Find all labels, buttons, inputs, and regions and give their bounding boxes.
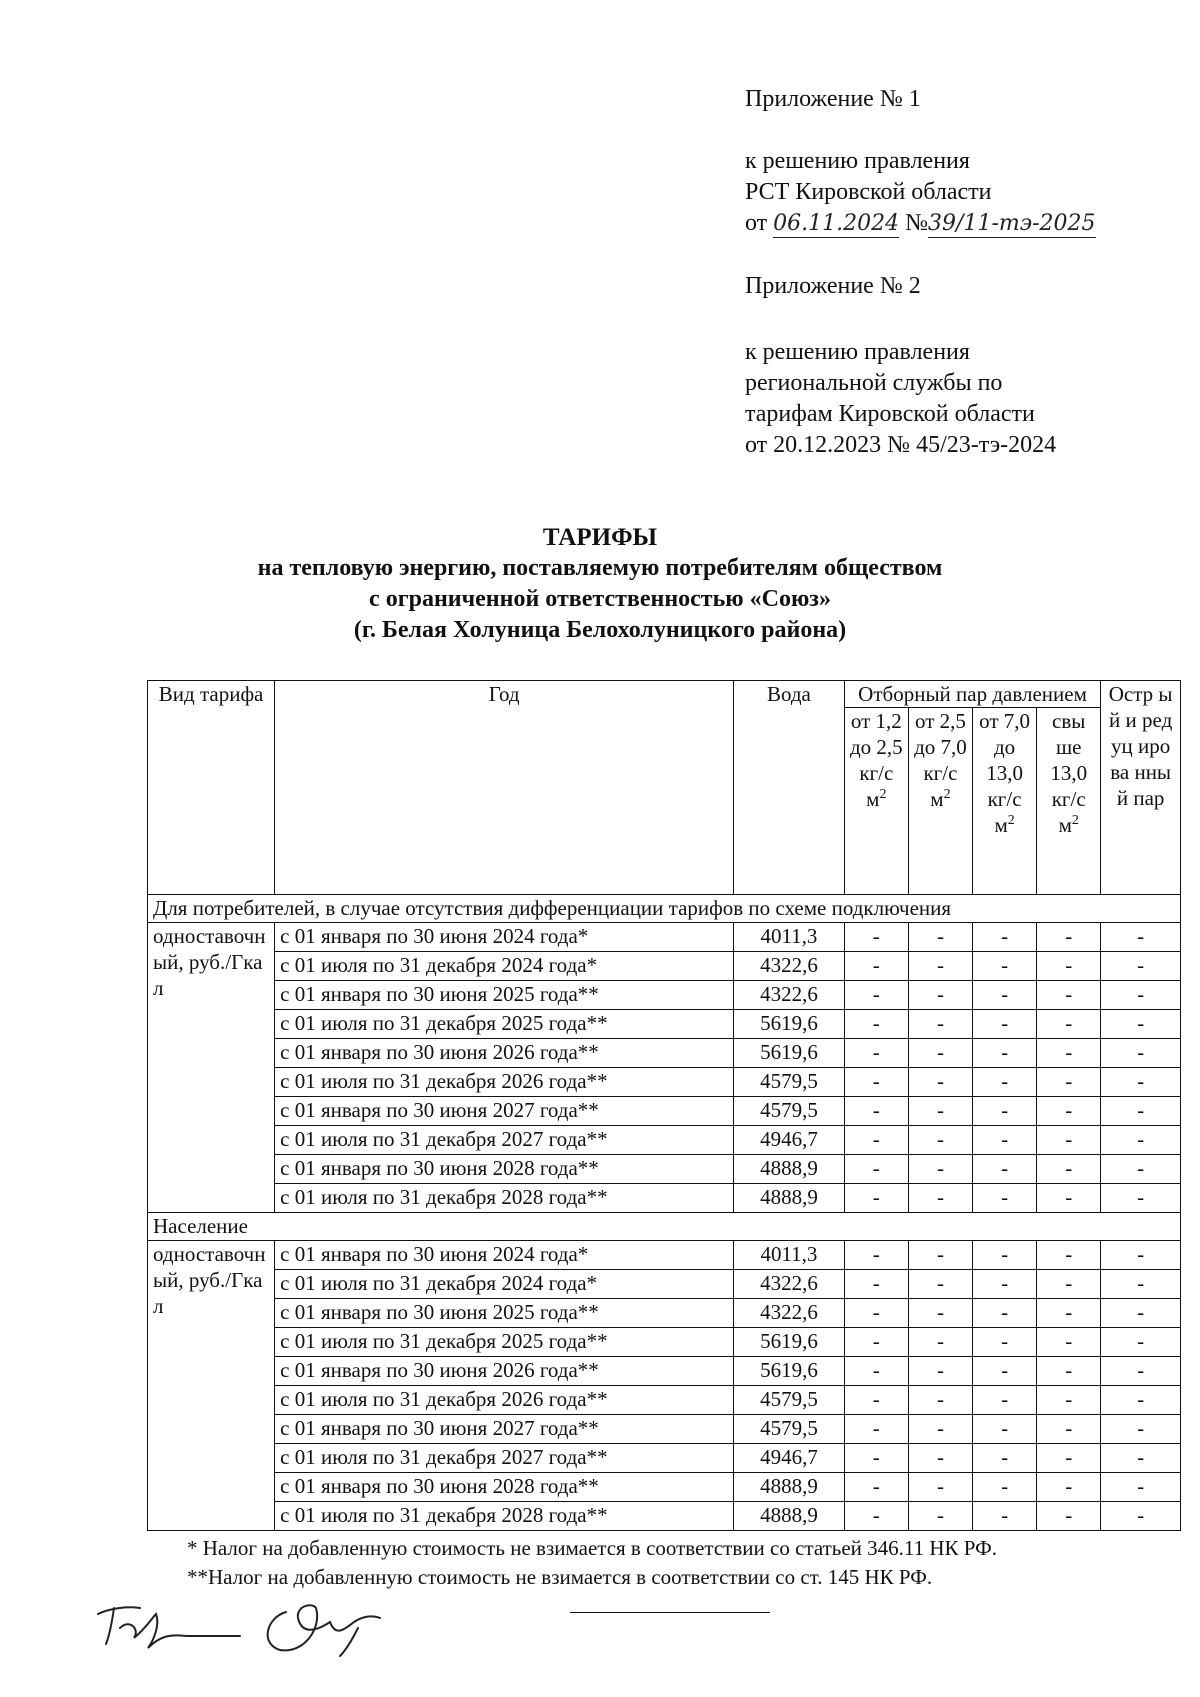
water-value-cell: 4322,6 — [734, 1299, 845, 1328]
steam-p3-cell: - — [973, 1386, 1037, 1415]
water-value-cell: 4011,3 — [734, 923, 845, 952]
period-cell: с 01 января по 30 июня 2026 года** — [275, 1357, 734, 1386]
water-value-cell: 4579,5 — [734, 1386, 845, 1415]
water-value-cell: 5619,6 — [734, 1010, 845, 1039]
steam-p4-cell: - — [1037, 1299, 1101, 1328]
appendix-1-title-text: Приложение № 1 — [745, 86, 921, 112]
appendix-1-line2: РСТ Кировской области — [745, 179, 992, 205]
water-value-cell: 4888,9 — [734, 1184, 845, 1213]
steam-last-cell: - — [1101, 1097, 1181, 1126]
water-value-cell: 4579,5 — [734, 1097, 845, 1126]
water-value-cell: 4888,9 — [734, 1155, 845, 1184]
water-value-cell: 4322,6 — [734, 981, 845, 1010]
steam-last-cell: - — [1101, 1328, 1181, 1357]
steam-last-cell: - — [1101, 1415, 1181, 1444]
table-row — [148, 1010, 1181, 1039]
water-value-cell: 4946,7 — [734, 1444, 845, 1473]
appendix-2-title — [745, 271, 921, 302]
steam-p4-cell: - — [1037, 1328, 1101, 1357]
water-value-cell: 4579,5 — [734, 1068, 845, 1097]
signature-line — [570, 1612, 770, 1613]
steam-p2-cell: - — [908, 1415, 972, 1444]
steam-p4-cell: - — [1037, 1444, 1101, 1473]
steam-p3-cell: - — [973, 1010, 1037, 1039]
header-pressure-1 — [844, 708, 908, 895]
period-cell: с 01 июля по 31 декабря 2026 года** — [275, 1068, 734, 1097]
section-title: Население — [148, 1213, 1181, 1241]
table-row — [148, 981, 1181, 1010]
steam-p3-cell: - — [973, 1328, 1037, 1357]
header-pressure-3-text: от 7,0 до 13,0 кг/с м — [979, 709, 1031, 837]
handwritten-signature — [90, 1588, 430, 1663]
water-value-cell: 4322,6 — [734, 952, 845, 981]
steam-last-cell: - — [1101, 1126, 1181, 1155]
steam-last-cell: - — [1101, 981, 1181, 1010]
steam-p1-cell: - — [844, 1155, 908, 1184]
steam-p4-cell: - — [1037, 1184, 1101, 1213]
steam-p4-cell: - — [1037, 1068, 1101, 1097]
appendix-2-line1: к решению правления — [745, 339, 970, 365]
steam-p3-cell: - — [973, 1473, 1037, 1502]
water-value-cell: 5619,6 — [734, 1039, 845, 1068]
period-cell: с 01 июля по 31 декабря 2026 года** — [275, 1386, 734, 1415]
water-value-cell: 4322,6 — [734, 1270, 845, 1299]
steam-p1-cell: - — [844, 1126, 908, 1155]
period-cell: с 01 января по 30 июня 2024 года* — [275, 923, 734, 952]
steam-p2-cell: - — [908, 1184, 972, 1213]
period-cell: с 01 января по 30 июня 2025 года** — [275, 1299, 734, 1328]
table-row — [148, 952, 1181, 981]
period-cell: с 01 января по 30 июня 2024 года* — [275, 1241, 734, 1270]
water-value-cell: 4888,9 — [734, 1502, 845, 1531]
steam-last-cell: - — [1101, 1241, 1181, 1270]
steam-last-cell: - — [1101, 1299, 1181, 1328]
steam-p1-cell: - — [844, 1097, 908, 1126]
steam-p4-cell: - — [1037, 981, 1101, 1010]
steam-p4-cell: - — [1037, 1126, 1101, 1155]
steam-p2-cell: - — [908, 1270, 972, 1299]
period-cell: с 01 января по 30 июня 2025 года** — [275, 981, 734, 1010]
steam-p3-cell: - — [973, 1126, 1037, 1155]
steam-p1-cell: - — [844, 1241, 908, 1270]
steam-p1-cell: - — [844, 981, 908, 1010]
steam-p2-cell: - — [908, 981, 972, 1010]
water-value-cell: 4579,5 — [734, 1415, 845, 1444]
steam-p1-cell: - — [844, 1010, 908, 1039]
appendix-1-title — [745, 84, 921, 115]
steam-p4-cell: - — [1037, 1097, 1101, 1126]
steam-p3-cell: - — [973, 1444, 1037, 1473]
appendix-1-date-line — [745, 208, 1096, 239]
table-row — [148, 1097, 1181, 1126]
steam-p3-cell: - — [973, 981, 1037, 1010]
steam-last-cell: - — [1101, 1039, 1181, 1068]
steam-p3-cell: - — [973, 1502, 1037, 1531]
steam-p1-cell: - — [844, 1299, 908, 1328]
header-year: Год — [275, 681, 734, 895]
period-cell: с 01 июля по 31 декабря 2028 года** — [275, 1502, 734, 1531]
appendix-2-title-text: Приложение № 2 — [745, 273, 921, 299]
steam-p2-cell: - — [908, 1010, 972, 1039]
steam-p2-cell: - — [908, 1444, 972, 1473]
steam-last-cell: - — [1101, 1444, 1181, 1473]
period-cell: с 01 июля по 31 декабря 2027 года** — [275, 1444, 734, 1473]
header-pressure-2 — [908, 708, 972, 895]
heading-line2: с ограниченной ответственностью «Союз» — [369, 586, 831, 612]
water-value-cell: 5619,6 — [734, 1328, 845, 1357]
period-cell: с 01 января по 30 июня 2026 года** — [275, 1039, 734, 1068]
steam-p1-cell: - — [844, 1386, 908, 1415]
signature-graphic — [90, 1588, 430, 1658]
steam-p4-cell: - — [1037, 923, 1101, 952]
steam-p3-cell: - — [973, 1155, 1037, 1184]
steam-last-cell: - — [1101, 1155, 1181, 1184]
table-row — [148, 1299, 1181, 1328]
steam-p2-cell: - — [908, 923, 972, 952]
heading-line3: (г. Белая Холуница Белохолуницкого района) — [353, 617, 847, 643]
steam-p1-cell: - — [844, 1068, 908, 1097]
steam-p4-cell: - — [1037, 952, 1101, 981]
steam-p4-cell: - — [1037, 1010, 1101, 1039]
steam-last-cell: - — [1101, 1184, 1181, 1213]
steam-p3-cell: - — [973, 952, 1037, 981]
appendix-2-details — [745, 337, 1056, 461]
water-value-cell: 4011,3 — [734, 1241, 845, 1270]
steam-p1-cell: - — [844, 1039, 908, 1068]
period-cell: с 01 июля по 31 декабря 2027 года** — [275, 1126, 734, 1155]
header-steam-group: Отборный пар давлением — [844, 681, 1101, 708]
steam-p3-cell: - — [973, 1270, 1037, 1299]
header-sharp-steam: Остр ый и редуц ирова нный пар — [1101, 681, 1181, 895]
steam-p3-cell: - — [973, 1068, 1037, 1097]
table-row — [148, 1502, 1181, 1531]
steam-p2-cell: - — [908, 1473, 972, 1502]
steam-p3-cell: - — [973, 1039, 1037, 1068]
steam-p2-cell: - — [908, 1155, 972, 1184]
header-pressure-2-exp: 2 — [943, 787, 951, 802]
steam-last-cell: - — [1101, 1010, 1181, 1039]
period-cell: с 01 июля по 31 декабря 2025 года** — [275, 1010, 734, 1039]
section-row — [148, 1213, 1181, 1241]
tariff-type-cell: одноставочный, руб./Гкал — [148, 923, 275, 1213]
table-row — [148, 1270, 1181, 1299]
steam-p2-cell: - — [908, 1068, 972, 1097]
steam-p4-cell: - — [1037, 1502, 1101, 1531]
period-cell: с 01 января по 30 июня 2027 года** — [275, 1097, 734, 1126]
steam-p1-cell: - — [844, 1270, 908, 1299]
steam-p4-cell: - — [1037, 1241, 1101, 1270]
header-pressure-4-exp: 2 — [1071, 813, 1079, 828]
water-value-cell: 4888,9 — [734, 1473, 845, 1502]
period-cell: с 01 июля по 31 декабря 2025 года** — [275, 1328, 734, 1357]
appendix-1-date-handwritten: 06.11.2024 — [773, 211, 900, 236]
footnotes — [187, 1534, 997, 1592]
steam-p3-cell: - — [973, 923, 1037, 952]
steam-p3-cell: - — [973, 1097, 1037, 1126]
steam-p4-cell: - — [1037, 1039, 1101, 1068]
document-title: ТАРИФЫ — [542, 524, 658, 551]
steam-p3-cell: - — [973, 1415, 1037, 1444]
table-row — [148, 1155, 1181, 1184]
steam-p1-cell: - — [844, 1473, 908, 1502]
appendix-1-date-prefix: от — [745, 210, 768, 236]
header-pressure-3-exp: 2 — [1007, 813, 1015, 828]
steam-p4-cell: - — [1037, 1473, 1101, 1502]
steam-p4-cell: - — [1037, 1155, 1101, 1184]
steam-p1-cell: - — [844, 923, 908, 952]
steam-last-cell: - — [1101, 1386, 1181, 1415]
header-row — [148, 681, 1181, 708]
steam-p1-cell: - — [844, 1328, 908, 1357]
water-value-cell: 5619,6 — [734, 1357, 845, 1386]
table-row — [148, 1184, 1181, 1213]
steam-p3-cell: - — [973, 1357, 1037, 1386]
appendix-1-details — [745, 146, 1096, 239]
appendix-2-line3: тарифам Кировской области — [745, 401, 1035, 427]
steam-last-cell: - — [1101, 952, 1181, 981]
appendix-1-number-handwritten: 39/11-тэ-2025 — [928, 211, 1096, 236]
header-pressure-4 — [1037, 708, 1101, 895]
steam-last-cell: - — [1101, 1357, 1181, 1386]
table-row — [148, 1039, 1181, 1068]
water-value-cell: 4946,7 — [734, 1126, 845, 1155]
tariff-table — [147, 680, 1181, 1531]
steam-last-cell: - — [1101, 923, 1181, 952]
steam-p3-cell: - — [973, 1299, 1037, 1328]
steam-p1-cell: - — [844, 1184, 908, 1213]
section-title: Для потребителей, в случае отсутствия дифференциации тарифов по схеме подключения — [148, 895, 1181, 923]
appendix-2-line4: от 20.12.2023 № 45/23-тэ-2024 — [745, 432, 1057, 458]
steam-last-cell: - — [1101, 1473, 1181, 1502]
footnote-2: **Налог на добавленную стоимость не взимается в соответствии со ст. 145 НК РФ. — [187, 1565, 933, 1589]
header-pressure-1-exp: 2 — [879, 787, 887, 802]
heading-line1: на тепловую энергию, поставляемую потребителям обществом — [257, 555, 943, 581]
header-pressure-4-text: свы ше 13,0 кг/с м — [1050, 709, 1088, 837]
header-pressure-3 — [973, 708, 1037, 895]
steam-p2-cell: - — [908, 1039, 972, 1068]
section-row — [148, 895, 1181, 923]
footnote-1: * Налог на добавленную стоимость не взимается в соответствии со статьей 346.11 НК РФ. — [187, 1536, 997, 1560]
document-heading — [0, 522, 1200, 646]
table-row — [148, 1126, 1181, 1155]
period-cell: с 01 июля по 31 декабря 2024 года* — [275, 1270, 734, 1299]
steam-p4-cell: - — [1037, 1386, 1101, 1415]
header-pressure-2-text: от 2,5 до 7,0 кг/с м — [914, 709, 967, 811]
steam-p2-cell: - — [908, 1502, 972, 1531]
steam-p2-cell: - — [908, 952, 972, 981]
tariff-type-cell: одноставочный, руб./Гкал — [148, 1241, 275, 1531]
table-row — [148, 1386, 1181, 1415]
steam-p1-cell: - — [844, 1415, 908, 1444]
period-cell: с 01 января по 30 июня 2028 года** — [275, 1155, 734, 1184]
header-tariff-type: Вид тарифа — [148, 681, 275, 895]
steam-p2-cell: - — [908, 1386, 972, 1415]
table-row — [148, 923, 1181, 952]
steam-p1-cell: - — [844, 1444, 908, 1473]
steam-p2-cell: - — [908, 1126, 972, 1155]
table-row — [148, 1444, 1181, 1473]
period-cell: с 01 июля по 31 декабря 2028 года** — [275, 1184, 734, 1213]
table-row — [148, 1068, 1181, 1097]
steam-last-cell: - — [1101, 1502, 1181, 1531]
header-pressure-1-text: от 1,2 до 2,5 кг/с м — [849, 709, 903, 811]
period-cell: с 01 января по 30 июня 2028 года** — [275, 1473, 734, 1502]
table-row — [148, 1415, 1181, 1444]
steam-p1-cell: - — [844, 1502, 908, 1531]
steam-p1-cell: - — [844, 952, 908, 981]
period-cell: с 01 июля по 31 декабря 2024 года* — [275, 952, 734, 981]
steam-p1-cell: - — [844, 1357, 908, 1386]
appendix-1-number-prefix: № — [905, 210, 929, 236]
appendix-1-line1: к решению правления — [745, 148, 970, 174]
steam-p4-cell: - — [1037, 1415, 1101, 1444]
steam-p2-cell: - — [908, 1357, 972, 1386]
table-row — [148, 1328, 1181, 1357]
appendix-2-line2: региональной службы по — [745, 370, 1003, 396]
steam-p4-cell: - — [1037, 1357, 1101, 1386]
steam-p2-cell: - — [908, 1299, 972, 1328]
steam-p2-cell: - — [908, 1097, 972, 1126]
steam-p2-cell: - — [908, 1328, 972, 1357]
table-row — [148, 1473, 1181, 1502]
header-water: Вода — [734, 681, 845, 895]
steam-last-cell: - — [1101, 1068, 1181, 1097]
steam-p2-cell: - — [908, 1241, 972, 1270]
period-cell: с 01 января по 30 июня 2027 года** — [275, 1415, 734, 1444]
table-row — [148, 1357, 1181, 1386]
steam-p3-cell: - — [973, 1241, 1037, 1270]
steam-p3-cell: - — [973, 1184, 1037, 1213]
steam-last-cell: - — [1101, 1270, 1181, 1299]
steam-p4-cell: - — [1037, 1270, 1101, 1299]
table-row — [148, 1241, 1181, 1270]
